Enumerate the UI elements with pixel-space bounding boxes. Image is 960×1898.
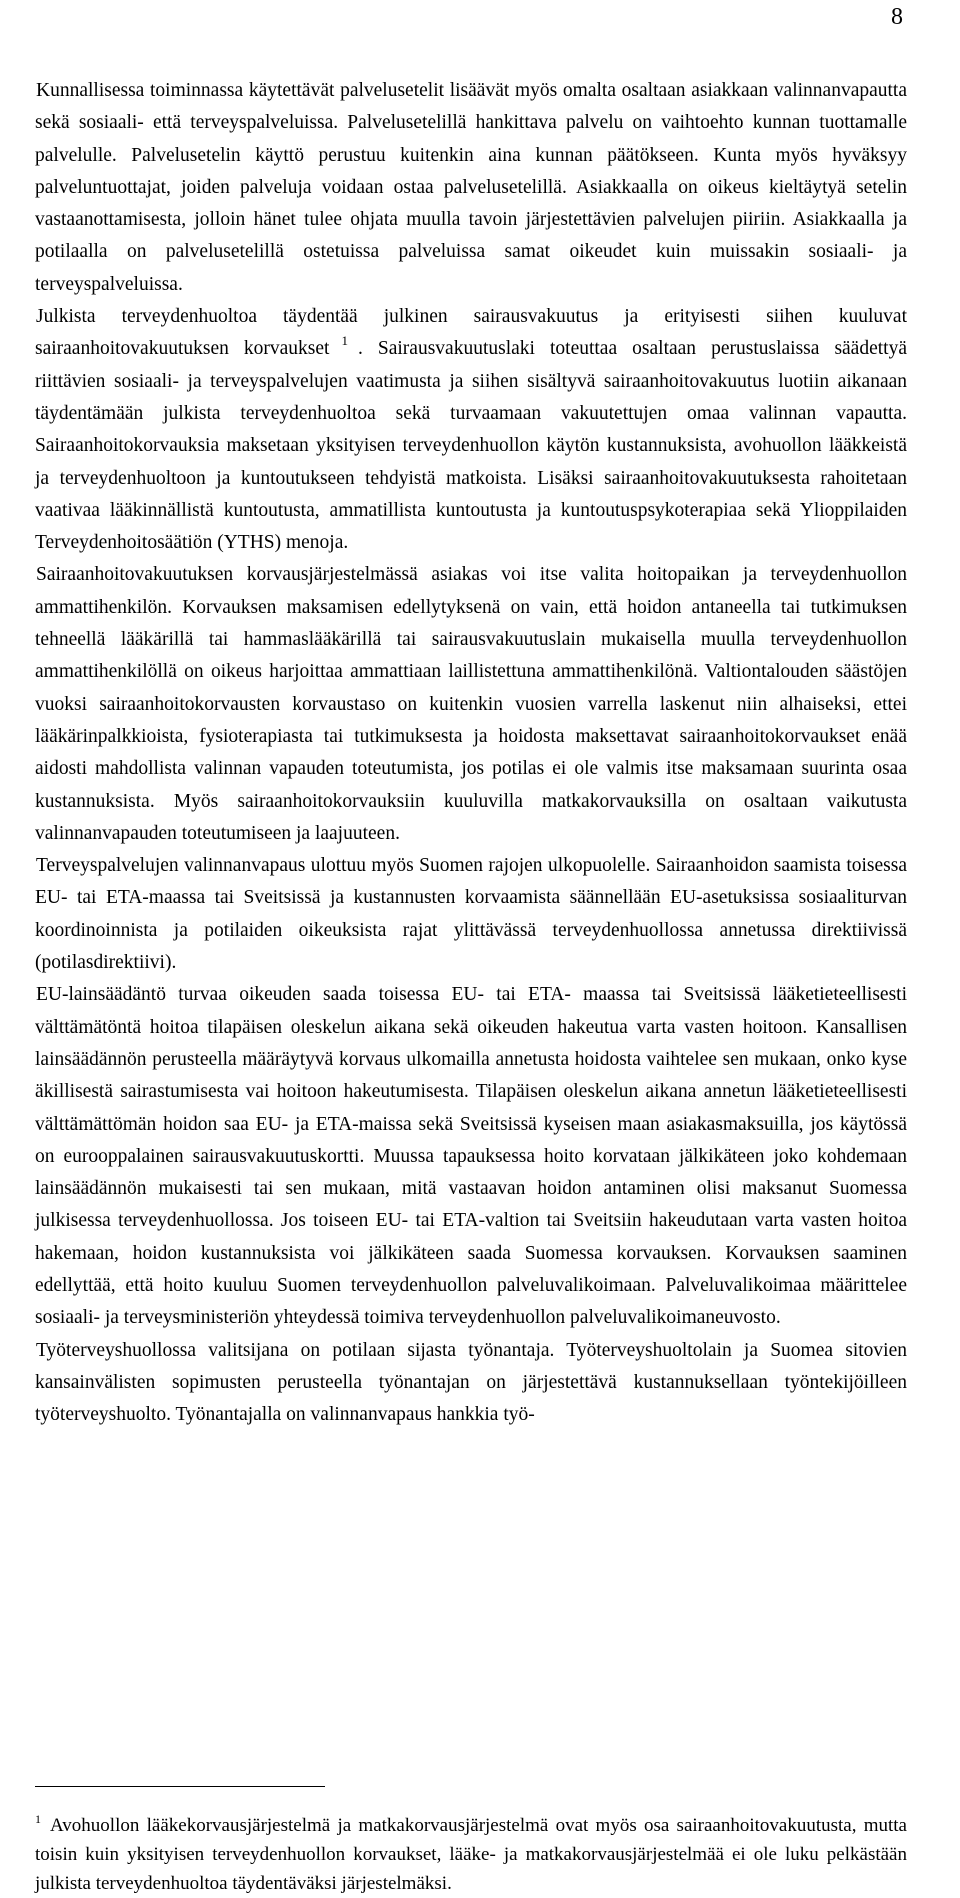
body-text	[35, 75, 907, 1431]
paragraph-service-vouchers: Kunnallisessa toiminnassa käytettävät palvelusetelit lisäävät myös omalta osaltaan asiakkaan valinnanvapautta sekä sosiaali- että terveyspalveluissa. Palvelusetelillä hankittava palvelu on vaihtoehto kunnan tuottamalle palvelulle. Palvelusetelin käyttö perustuu kuitenkin aina kunnan päätökseen. Kunta myös hyväksyy palveluntuottajat, joiden palveluja voidaan ostaa palvelusetelillä. Asiakkaalla on oikeus kieltäytyä setelin vastaanottamisesta, jolloin hänet tulee ohjata muulla tavoin järjestettävien palvelujen piiriin. Asiakkaalla ja potilaalla on palvelusetelillä ostetuissa palveluissa samat oikeudet kuin muissakin sosiaali- ja terveyspalveluissa.	[35, 80, 907, 295]
footnote-reference[interactable]: 1	[341, 333, 348, 349]
paragraph-eu-legislation: EU-lainsäädäntö turvaa oikeuden saada toisessa EU- tai ETA- maassa tai Sveitsissä lääketieteellisesti välttämätöntä hoitoa tilapäisen oleskelun aikana sekä oikeuden hakeutua varta vasten hoitoon. Kansallisen lainsäädännön perusteella määräytyvä korvaus ulkomailla annetusta hoidosta vaihtelee sen mukaan, onko kyse äkillisestä sairastumisesta vai hoitoon hakeutumisesta. Tilapäisen oleskelun aikana annetun lääketieteellisesti välttämättömän hoidon saa EU- ja ETA-maissa sekä Sveitsissä kyseisen maan asiakasmaksuilla, jos käytössä on eurooppalainen sairausvakuutuskortti. Muussa tapauksessa hoito korvataan jälkikäteen joko kohdemaan lainsäädännön mukaisesti tai sen mukaan, mitä vastaavan hoidon antaminen olisi maksanut Suomessa julkisessa terveydenhuollossa. Jos toiseen EU- tai ETA-valtion tai Sveitsiin hakeudutaan varta vasten hoitoa hakemaan, hoidon kustannuksista voi jälkikäteen saada Suomessa korvauksen. Korvauksen saaminen edellyttää, että hoito kuuluu Suomen terveydenhuollon palveluvalikoimaan. Palveluvalikoimaa määrittelee sosiaali- ja terveysministeriön yhteydessä toimiva terveydenhuollon palveluvalikoimaneuvosto.	[35, 984, 907, 1329]
paragraph-cross-border-care: Terveyspalvelujen valinnanvapaus ulottuu myös Suomen rajojen ulkopuolelle. Sairaanhoidon saamista toisessa EU- tai ETA-maassa tai Sveitsissä ja kustannusten korvaamista säännellään EU-asetuksissa sosiaaliturvan koordinoinnista ja potilaiden oikeuksista rajat ylittävässä terveydenhuollossa annetussa direktiivissä (potilasdirektiivi).	[35, 855, 907, 974]
footnote-divider	[35, 1786, 325, 1787]
paragraph-text: Julkista terveydenhuoltoa täydentää julkinen sairausvakuutus ja erityisesti siihen kuuluvat sairaanhoitovakuutuksen korvaukset	[35, 306, 907, 360]
paragraph-health-insurance	[35, 301, 907, 559]
page-number: 8	[891, 4, 903, 30]
paragraph-text: . Sairausvakuutuslaki toteuttaa osaltaan perustuslaissa säädettyä riittävien sosiaali- ja terveyspalvelujen vaatimusta ja siihen sisältyvä sairaanhoitovakuutus luotiin aikanaan täydentämään julkista terveydenhuoltoa sekä turvaamaan vakuutettujen omaa valinnan vapautta. Sairaanhoitokorvauksia maksetaan yksityisen terveydenhuollon käytön kustannuksista, avohuollon lääkkeistä ja terveydenhuoltoon ja kuntoutukseen tehdyistä matkoista. Lisäksi sairaanhoitovakuutuksesta rahoitetaan vaativaa lääkinnällistä kuntoutusta, ammatillista kuntoutusta ja kuntoutuspsykoterapiaa sekä Ylioppilaiden Terveydenhoitosäätiön (YTHS) menoja.	[35, 338, 907, 554]
paragraph-occupational-health: Työterveyshuollossa valitsijana on potilaan sijasta työnantaja. Työterveyshuoltolain ja Suomea sitovien kansainvälisten sopimusten perusteella työnantajan on järjestettävä kustannuksellaan työntekijöilleen työterveyshuolto. Työnantajalla on valinnanvapaus hankkia työ-	[35, 1339, 907, 1426]
footnote	[35, 1811, 907, 1898]
footnote-marker: 1	[35, 1812, 41, 1826]
paragraph-reimbursement-system: Sairaanhoitovakuutuksen korvausjärjestelmässä asiakas voi itse valita hoitopaikan ja terveydenhuollon ammattihenkilön. Korvauksen maksamisen edellytyksenä on vain, että hoidon antaneella tai tutkimuksen tehneellä lääkärillä tai hammaslääkärillä tai sairausvakuutuslain mukaisella muulla terveydenhuollon ammattihenkilöllä on oikeus harjoittaa ammattiaan laillistettuna ammattihenkilönä. Valtiontalouden säästöjen vuoksi sairaanhoitokorvausten korvaustaso on kuitenkin vuosien varrella laskenut niin alhaiseksi, ettei lääkärinpalkkioista, fysioterapiasta tai tutkimuksesta ja hoidosta maksettavat sairaanhoitokorvaukset enää aidosti mahdollista valinnan vapauden toteutumista, jos potilas ei ole valmis itse maksamaan suurinta osaa kustannuksista. Myös sairaanhoitokorvauksiin kuuluvilla matkakorvauksilla on osaltaan vaikutusta valinnanvapauden toteutumiseen ja laajuuteen.	[35, 564, 907, 844]
footnote-text: Avohuollon lääkekorvausjärjestelmä ja matkakorvausjärjestelmä ovat myös osa sairaanhoitovakuutusta, mutta toisin kuin yksityisen terveydenhuollon korvaukset, lääke- ja matkakorvausjärjestelmää ei ole luku pelkästään julkista terveydenhuoltoa täydentäväksi järjestelmäksi.	[35, 1815, 907, 1894]
